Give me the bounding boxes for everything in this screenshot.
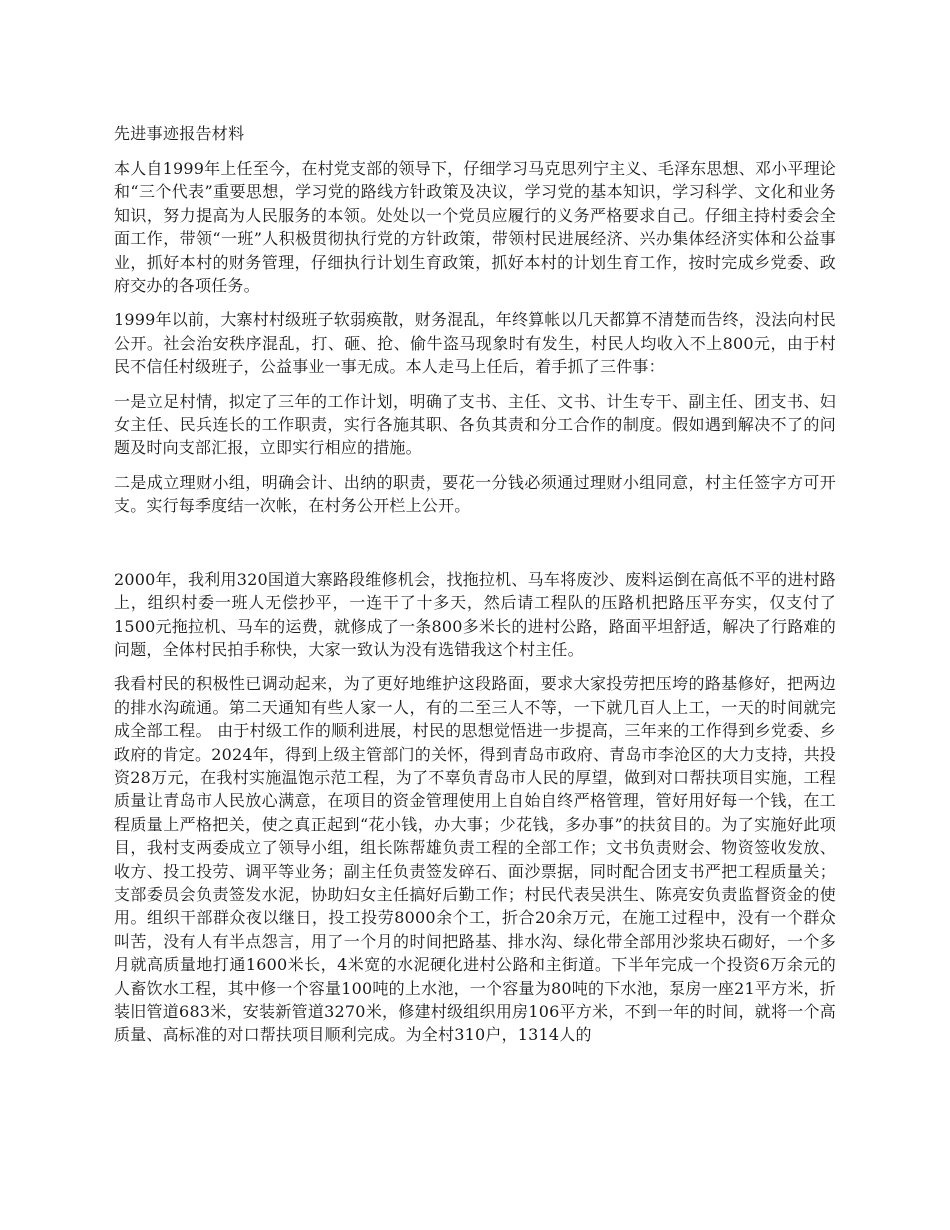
document-page [114,122,836,1047]
paragraph-intro: 本人自1999年上任至今，在村党支部的领导下，仔细学习马克思列宁主义、毛泽东思想、邓小平理论和“三个代表”重要思想，学习党的路线方针政策及决议，学习党的基本知识，学习科学、文化和业务知识，努力提高为人民服务的本领。处处以一个党员应履行的义务严格要求自己。仔细主持村委会全面工作，带领“一班”人积极贯彻执行党的方针政策，带领村民进展经济、兴办集体经济实体和公益事业，抓好本村的财务管理，仔细执行计划生育政策，抓好本村的计划生育工作，按时完成乡党委、政府交办的各项任务。 [114,159,836,296]
section-gap [114,518,836,568]
paragraph-background: 1999年以前，大寨村村级班子软弱痪散，财务混乱，年终算帐以几天都算不清楚而告终，没法向村民公开。社会治安秩序混乱，打、砸、抢、偷牛盗马现象时有发生，村民人均收入不上800元，由于村民不信任村级班子，公益事业一事无成。本人走马上任后，着手抓了三件事： [114,310,836,377]
paragraph-first-task: 一是立足村情，拟定了三年的工作计划，明确了支书、主任、文书、计生专干、副主任、团支书、妇女主任、民兵连长的工作职责，实行各施其职、各负其责和分工合作的制度。假如遇到解决不了的问题及时向支部汇报，立即实行相应的措施。 [114,391,836,458]
paragraph-project: 我看村民的积极性已调动起来，为了更好地维护这段路面，要求大家投劳把压垮的路基修好，把两边的排水沟疏通。第二天通知有些人家一人，有的二至三人不等，一下就几百人上工，一天的时间就完成全部工程。 由于村级工作的顺利进展，村民的思想觉悟进一步提高，三年来的工作得到乡党委、乡政府的肯定。2024年，得到上级主管部门的关怀，得到青岛市政府、青岛市李沧区的大力支持，共投资28万元，在我村实施温饱示范工程，为了不辜负青岛市人民的厚望，做到对口帮扶项目实施，工程质量让青岛市人民放心满意，在项目的资金管理使用上自始自终严格管理，管好用好每一个钱，在工程质量上严格把关，使之真正起到“花小钱，办大事；少花钱，多办事”的扶贫目的。为了实施好此项目，我村支两委成立了领导小组，组长陈帮雄负责工程的全部工作；文书负责财会、物资签收发放、收方、投工投劳、调平等业务；副主任负责签发碎石、面沙票据，同时配合团支书严把工程质量关；支部委员会负责签发水泥，协助妇女主任搞好后勤工作；村民代表吴洪生、陈亮安负责监督资金的使用。组织干部群众夜以继日，投工投劳8000余个工，折合20余万元，在施工过程中，没有一个群众叫苦，没有人有半点怨言，用了一个月的时间把路基、排水沟、绿化带全部用沙浆块石砌好，一个多月就高质量地打通1600米长，4米宽的水泥硬化进村公路和主街道。下半年完成一个投资6万余元的人畜饮水工程，其中修一个容量100吨的上水池，一个容量为80吨的下水池，泵房一座21平方米，折装旧管道683米，安装新管道3270米，修建村级组织用房106平方米，不到一年的时间，就将一个高质量、高标准的对口帮扶项目顺利完成。为全村310户，1314人的 [114,674,836,1045]
paragraph-road-2000: 2000年，我利用320国道大寨路段维修机会，找拖拉机、马车将废沙、废料运倒在高低不平的进村路上，组织村委一班人无偿抄平，一连干了十多天，然后请工程队的压路机把路压平夯实，仅支付了1500元拖拉机、马车的运费，就修成了一条800多米长的进村公路，路面平坦舒适，解决了行路难的问题，全体村民拍手称快，大家一致认为没有选错我这个村主任。 [114,569,836,659]
document-title: 先进事迹报告材料 [114,124,245,143]
paragraph-second-task: 二是成立理财小组，明确会计、出纳的职责，要花一分钱必须通过理财小组同意，村主任签字方可开支。实行每季度结一次帐，在村务公开栏上公开。 [114,472,836,516]
